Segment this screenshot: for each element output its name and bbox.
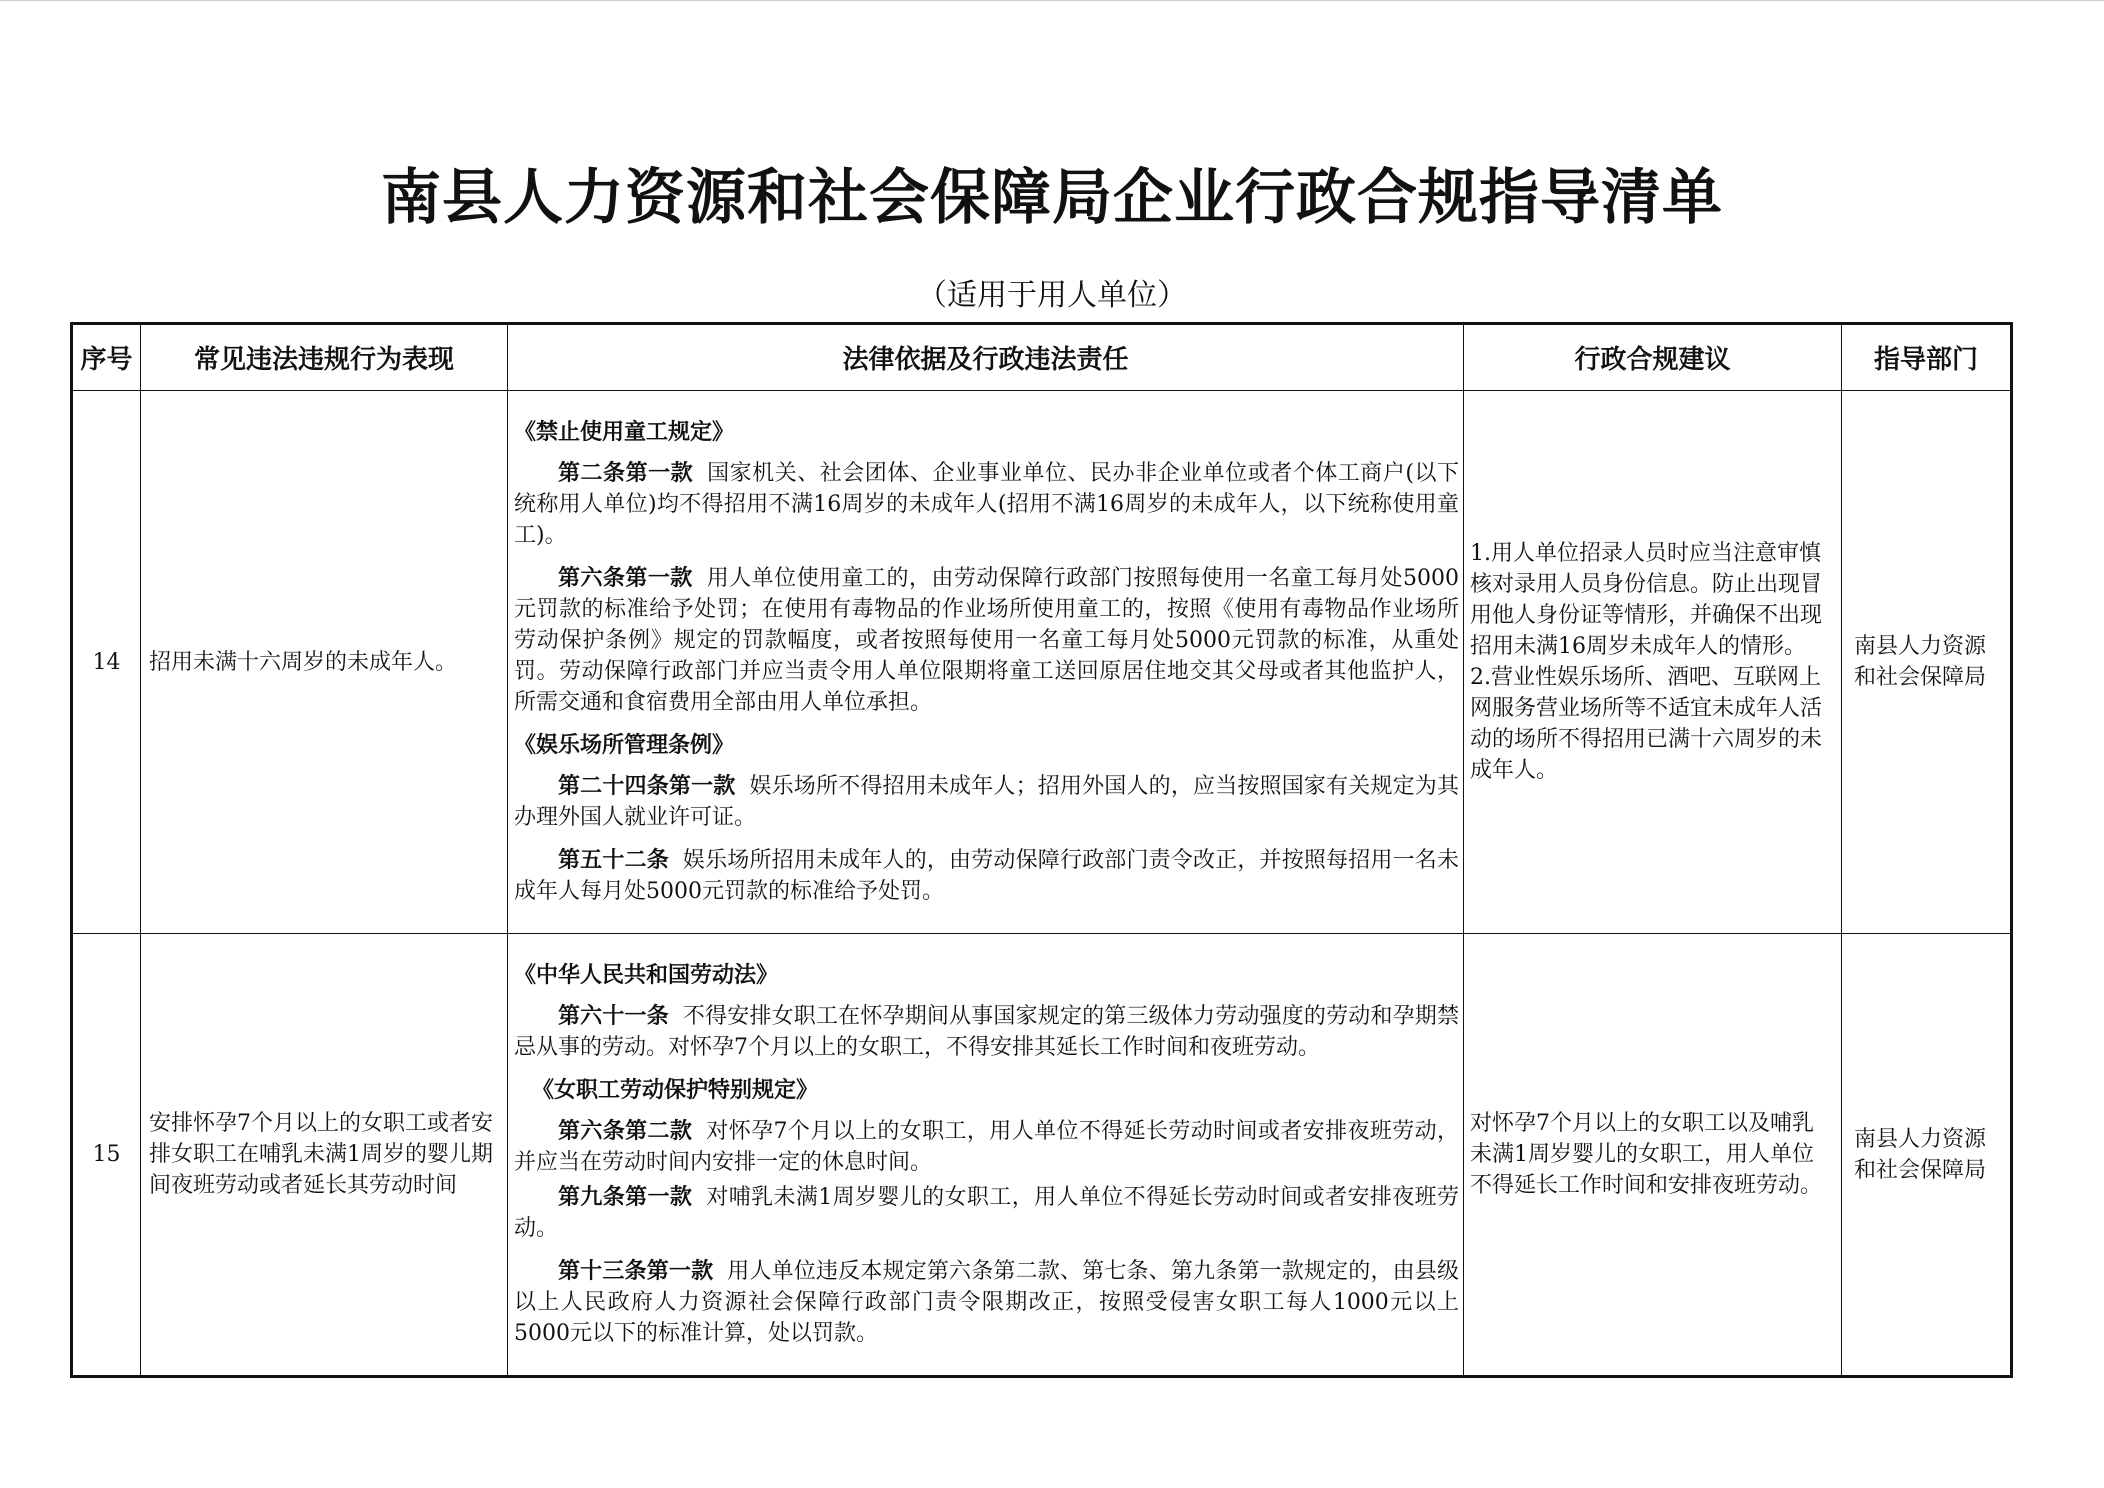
legal-basis-cell xyxy=(508,391,1464,934)
article-number: 第十三条第一款 xyxy=(558,1259,714,1284)
article-text: 娱乐场所招用未成年人的，由劳动保障行政部门责令改正，并按照每招用一名未成年人每月处5000元罚款的标准给予处罚。 xyxy=(514,848,1459,904)
law-article xyxy=(514,1182,1459,1244)
law-title: 《娱乐场所管理条例》 xyxy=(514,733,735,758)
compliance-advice-cell xyxy=(1464,391,1842,934)
article-number: 第二十四条第一款 xyxy=(558,774,736,799)
article-text: 国家机关、社会团体、企业事业单位、民办非企业单位或者个体工商户(以下统称用人单位)均不得招用不满16周岁的未成年人(招用不满16周岁的未成年人，以下统称使用童工)。 xyxy=(514,461,1459,548)
article-text: 用人单位使用童工的，由劳动保障行政部门按照每使用一名童工每月处5000元罚款的标准给予处罚；在使用有毒物品的作业场所使用童工的，按照《使用有毒物品作业场所劳动保护条例》规定的罚款幅度，或者按照每使用一名童工每月处5000元罚款的标准，从重处罚。劳动保障行政部门并应当责令用人单位限期将童工送回原居住地交其父母或者其他监护人，所需交通和食宿费用全部由用人单位承担。 xyxy=(514,566,1459,715)
law-article xyxy=(514,1001,1459,1063)
law-title: 《禁止使用童工规定》 xyxy=(514,420,735,445)
document-title: 南县人力资源和社会保障局企业行政合规指导清单 xyxy=(381,163,1723,233)
article-text: 娱乐场所不得招用未成年人；招用外国人的，应当按照国家有关规定为其办理外国人就业许可证。 xyxy=(514,774,1459,830)
document-subtitle: （适用于用人单位） xyxy=(917,278,1187,313)
header-legal-basis: 法律依据及行政违法责任 xyxy=(508,324,1464,391)
compliance-advice-cell xyxy=(1464,934,1842,1377)
compliance-table xyxy=(70,322,2013,1378)
header-guiding-department: 指导部门 xyxy=(1842,324,2012,391)
article-text: 不得安排女职工在怀孕期间从事国家规定的第三级体力劳动强度的劳动和孕期禁忌从事的劳动。对怀孕7个月以上的女职工，不得安排其延长工作时间和夜班劳动。 xyxy=(514,1004,1459,1060)
page-top-border xyxy=(0,0,2104,1)
law-article xyxy=(514,458,1459,551)
guiding-department-cell: 南县人力资源和社会保障局 xyxy=(1842,391,2012,934)
law-title: 《中华人民共和国劳动法》 xyxy=(514,963,779,988)
law-title: 《女职工劳动保护特别规定》 xyxy=(532,1078,819,1103)
row-number: 15 xyxy=(72,934,141,1377)
article-text: 对怀孕7个月以上的女职工，用人单位不得延长劳动时间或者安排夜班劳动，并应当在劳动时间内安排一定的休息时间。 xyxy=(514,1119,1459,1175)
row-number: 14 xyxy=(72,391,141,934)
law-article xyxy=(514,771,1459,833)
article-number: 第六条第二款 xyxy=(558,1119,693,1144)
compliance-advice-text: 1.用人单位招录人员时应当注意审慎核对录用人员身份信息。防止出现冒用他人身份证等情形，并确保不出现招用未满16周岁未成年人的情形。 2.营业性娱乐场所、酒吧、互联网上网服务营业场所等不适宜未成年人活动的场所不得招用已满十六周岁的未成年人。 xyxy=(1470,541,1823,783)
compliance-advice-text: 对怀孕7个月以上的女职工以及哺乳未满1周岁婴儿的女职工，用人单位不得延长工作时间和安排夜班劳动。 xyxy=(1470,1111,1823,1198)
article-number: 第六条第一款 xyxy=(558,566,693,591)
table-row xyxy=(72,391,2012,934)
article-number: 第六十一条 xyxy=(558,1004,669,1029)
legal-basis-cell xyxy=(508,934,1464,1377)
law-article xyxy=(514,1256,1459,1349)
table-header-row xyxy=(72,324,2012,391)
header-violation-behavior: 常见违法违规行为表现 xyxy=(141,324,508,391)
article-text: 用人单位违反本规定第六条第二款、第七条、第九条第一款规定的，由县级以上人民政府人力资源社会保障行政部门责令限期改正，按照受侵害女职工每人1000元以上5000元以下的标准计算，处以罚款。 xyxy=(514,1259,1459,1346)
guiding-department-cell: 南县人力资源和社会保障局 xyxy=(1842,934,2012,1377)
article-number: 第二条第一款 xyxy=(558,461,694,486)
article-number: 第五十二条 xyxy=(558,848,669,873)
violation-behavior-cell: 招用未满十六周岁的未成年人。 xyxy=(141,391,508,934)
law-article xyxy=(514,563,1459,718)
header-compliance-advice: 行政合规建议 xyxy=(1464,324,1842,391)
law-article xyxy=(514,1116,1459,1178)
table-row xyxy=(72,934,2012,1377)
article-number: 第九条第一款 xyxy=(558,1185,693,1210)
violation-behavior-cell: 安排怀孕7个月以上的女职工或者安排女职工在哺乳未满1周岁的婴儿期间夜班劳动或者延长其劳动时间 xyxy=(141,934,508,1377)
header-serial-number: 序号 xyxy=(72,324,141,391)
law-article xyxy=(514,845,1459,907)
article-text: 对哺乳未满1周岁婴儿的女职工，用人单位不得延长劳动时间或者安排夜班劳动。 xyxy=(514,1185,1459,1241)
